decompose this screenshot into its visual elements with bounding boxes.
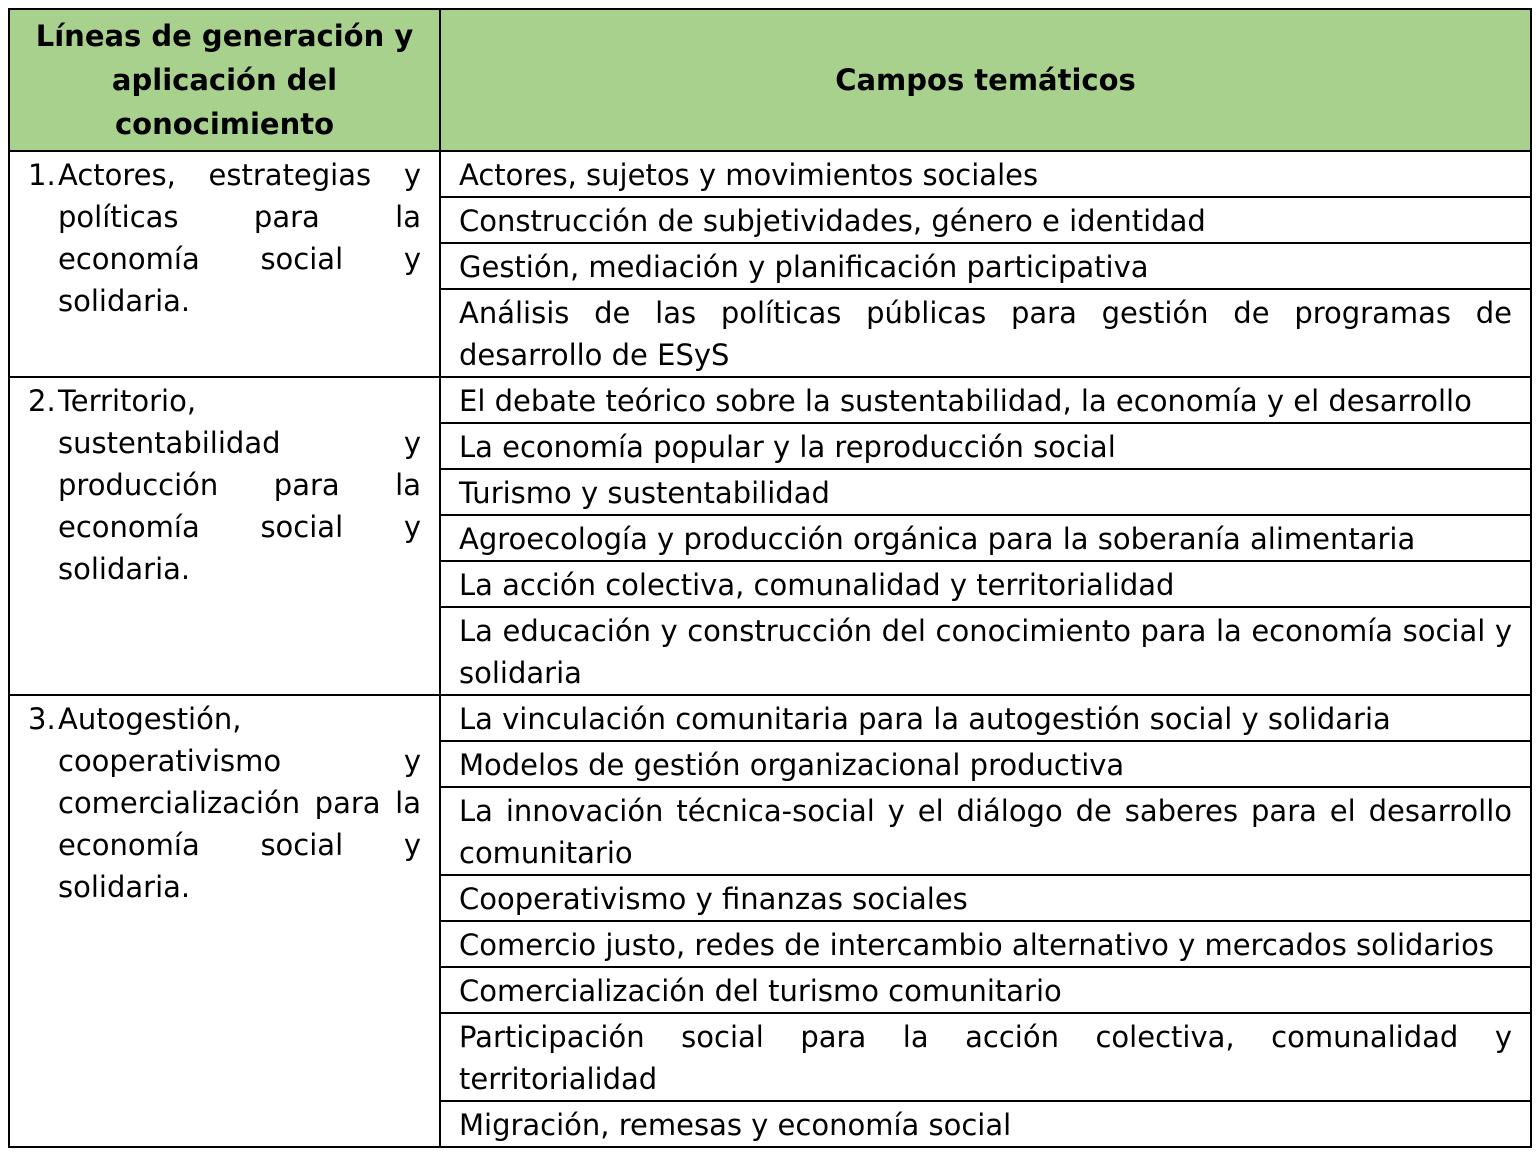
line-item (28, 380, 421, 590)
topic-cell: Agroecología y producción orgánica para la soberanía alimentaria (440, 515, 1531, 561)
topic-cell: Actores, sujetos y movimientos sociales (440, 151, 1531, 197)
lgac-table (8, 8, 1532, 1148)
topic-cell: Comercialización del turismo comunitario (440, 967, 1531, 1013)
table-body (9, 151, 1531, 1147)
line-label: Territorio, sustentabilidad y producción para la economía social y solidaria. (58, 384, 421, 586)
topic-cell: Comercio justo, redes de intercambio alternativo y mercados solidarios (440, 921, 1531, 967)
topic-cell: Participación social para la acción colectiva, comunalidad y territorialidad (440, 1013, 1531, 1101)
line-number: 1. (28, 158, 56, 192)
table-header-row (9, 9, 1531, 151)
topic-cell: Análisis de las políticas públicas para gestión de programas de desarrollo de ESyS (440, 289, 1531, 377)
topic-cell: Turismo y sustentabilidad (440, 469, 1531, 515)
table-row (9, 377, 1531, 423)
topic-cell: La economía popular y la reproducción social (440, 423, 1531, 469)
topic-cell: La innovación técnica-social y el diálogo de saberes para el desarrollo comunitario (440, 787, 1531, 875)
table-row (9, 151, 1531, 197)
line-cell (9, 151, 440, 377)
header-lines: Líneas de generación y aplicación del conocimiento (9, 9, 440, 151)
topic-cell: Modelos de gestión organizacional productiva (440, 741, 1531, 787)
topic-cell: Construcción de subjetividades, género e identidad (440, 197, 1531, 243)
header-topics: Campos temáticos (440, 9, 1531, 151)
line-item (28, 698, 421, 908)
line-number: 2. (28, 384, 56, 418)
topic-cell: La educación y construcción del conocimiento para la economía social y solidaria (440, 607, 1531, 695)
topic-cell: La vinculación comunitaria para la autogestión social y solidaria (440, 695, 1531, 741)
line-number: 3. (28, 702, 56, 736)
line-cell (9, 695, 440, 1147)
topic-cell: Gestión, mediación y planificación participativa (440, 243, 1531, 289)
table-row (9, 695, 1531, 741)
topic-cell: El debate teórico sobre la sustentabilidad, la economía y el desarrollo (440, 377, 1531, 423)
line-cell (9, 377, 440, 695)
line-label: Autogestión, cooperativismo y comercialización para la economía social y solidaria. (58, 702, 421, 904)
topic-cell: Migración, remesas y economía social (440, 1101, 1531, 1147)
topic-cell: La acción colectiva, comunalidad y territorialidad (440, 561, 1531, 607)
line-item (28, 154, 421, 322)
line-label: Actores, estrategias y políticas para la economía social y solidaria. (58, 158, 421, 318)
topic-cell: Cooperativismo y finanzas sociales (440, 875, 1531, 921)
